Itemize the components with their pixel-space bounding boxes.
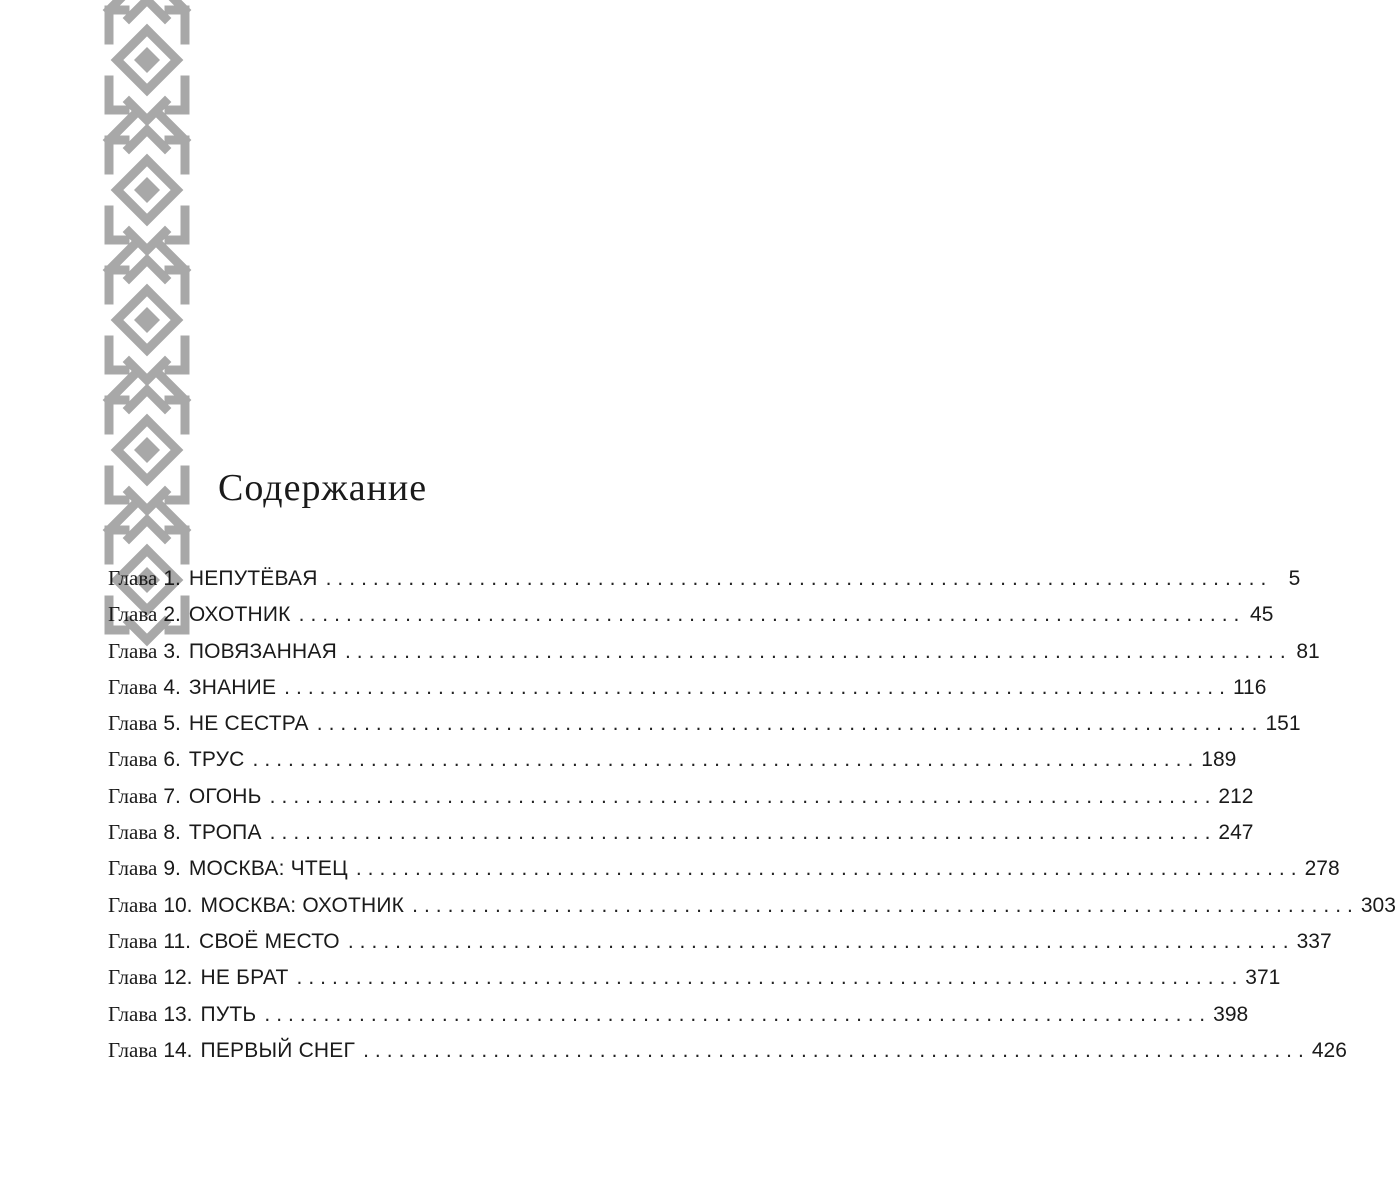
chapter-label: Глава (108, 965, 158, 990)
toc-entry[interactable] (108, 996, 1249, 1032)
chapter-label: Глава (108, 1001, 158, 1026)
chapter-label: Глава (108, 856, 158, 881)
toc-entry[interactable] (108, 850, 1340, 886)
chapter-number: 12. (163, 966, 193, 990)
toc-entry[interactable] (108, 959, 1281, 995)
page-number: 303 (1360, 893, 1396, 917)
chapter-label: Глава (108, 1037, 158, 1062)
toc-entry[interactable] (108, 705, 1301, 741)
chapter-title: НЕ СЕСТРА (188, 712, 309, 736)
chapter-title: ТРУС (188, 748, 245, 772)
chapter-number: 6. (163, 748, 181, 772)
chapter-number: 9. (163, 857, 181, 881)
dot-leader: ................................................................................ (298, 603, 1246, 627)
page-number: 212 (1218, 784, 1254, 808)
chapter-title: ОХОТНИК (188, 603, 291, 627)
chapter-title: НЕ БРАТ (200, 966, 289, 990)
chapter-number: 8. (163, 821, 181, 845)
chapter-title: ПОВЯЗАННАЯ (188, 639, 337, 663)
dot-leader: ................................................................................ (252, 748, 1200, 772)
chapter-label: Глава (108, 928, 158, 953)
chapter-title: МОСКВА: ОХОТНИК (200, 893, 405, 917)
chapter-title: ТРОПА (188, 821, 262, 845)
table-of-contents (108, 560, 1396, 1068)
chapter-title: ПУТЬ (200, 1002, 257, 1026)
dot-leader: ................................................................................ (347, 929, 1295, 953)
dot-leader: ................................................................................ (269, 821, 1217, 845)
page-number: 278 (1304, 857, 1340, 881)
dot-leader: ................................................................................ (325, 567, 1273, 590)
chapter-title: ЗНАНИЕ (188, 675, 277, 699)
chapter-title: МОСКВА: ЧТЕЦ (188, 857, 348, 881)
chapter-label: Глава (108, 711, 158, 736)
toc-entry[interactable] (108, 1032, 1347, 1068)
dot-leader: ................................................................................ (284, 675, 1231, 699)
chapter-number: 10. (163, 893, 193, 917)
toc-entry[interactable] (108, 887, 1396, 923)
toc-entry[interactable] (108, 669, 1267, 705)
chapter-number: 11. (163, 929, 191, 953)
dot-leader: ................................................................................ (269, 784, 1217, 808)
page-number: 371 (1245, 966, 1281, 990)
chapter-label: Глава (108, 783, 158, 808)
page-number: 398 (1213, 1002, 1249, 1026)
chapter-number: 4. (163, 675, 181, 699)
chapter-label: Глава (108, 820, 158, 845)
chapter-label: Глава (108, 674, 158, 699)
chapter-number: 1. (163, 567, 181, 590)
chapter-label: Глава (108, 747, 158, 772)
chapter-title: ПЕРВЫЙ СНЕГ (200, 1038, 356, 1062)
page-number: 151 (1265, 712, 1301, 736)
chapter-number: 13. (163, 1002, 193, 1026)
dot-leader: ................................................................................ (264, 1002, 1212, 1026)
toc-entry[interactable] (108, 596, 1274, 632)
page-title: Содержание (218, 467, 428, 509)
toc-entry[interactable] (108, 560, 1301, 596)
page-number: 81 (1296, 639, 1320, 663)
chapter-title: ОГОНЬ (188, 784, 262, 808)
chapter-number: 2. (163, 603, 181, 627)
page-number: 45 (1250, 603, 1274, 627)
dot-leader: ................................................................................ (363, 1038, 1310, 1062)
chapter-title: СВОЁ МЕСТО (198, 929, 340, 953)
dot-leader: ................................................................................ (412, 893, 1359, 917)
chapter-number: 7. (163, 784, 181, 808)
chapter-number: 5. (163, 712, 181, 736)
chapter-label: Глава (108, 602, 158, 627)
chapter-label: Глава (108, 892, 158, 917)
toc-entry[interactable] (108, 633, 1320, 669)
chapter-number: 14. (163, 1038, 193, 1062)
toc-entry[interactable] (108, 814, 1254, 850)
page-number: 189 (1201, 748, 1237, 772)
page-number: 5 (1288, 567, 1301, 590)
dot-leader: ................................................................................ (316, 712, 1264, 736)
page-number: 426 (1311, 1038, 1347, 1062)
dot-leader: ................................................................................ (355, 857, 1303, 881)
toc-entry[interactable] (108, 741, 1237, 777)
page-number: 247 (1218, 821, 1254, 845)
dot-leader: ................................................................................ (296, 966, 1244, 990)
page-number: 337 (1296, 929, 1332, 953)
toc-entry[interactable] (108, 923, 1332, 959)
page-number: 116 (1232, 675, 1267, 699)
chapter-number: 3. (163, 639, 181, 663)
chapter-label: Глава (108, 566, 158, 590)
chapter-title: НЕПУТЁВАЯ (188, 567, 318, 590)
chapter-label: Глава (108, 638, 158, 663)
ornament-border (104, 0, 190, 520)
dot-leader: ................................................................................ (344, 639, 1292, 663)
toc-entry[interactable] (108, 778, 1254, 814)
